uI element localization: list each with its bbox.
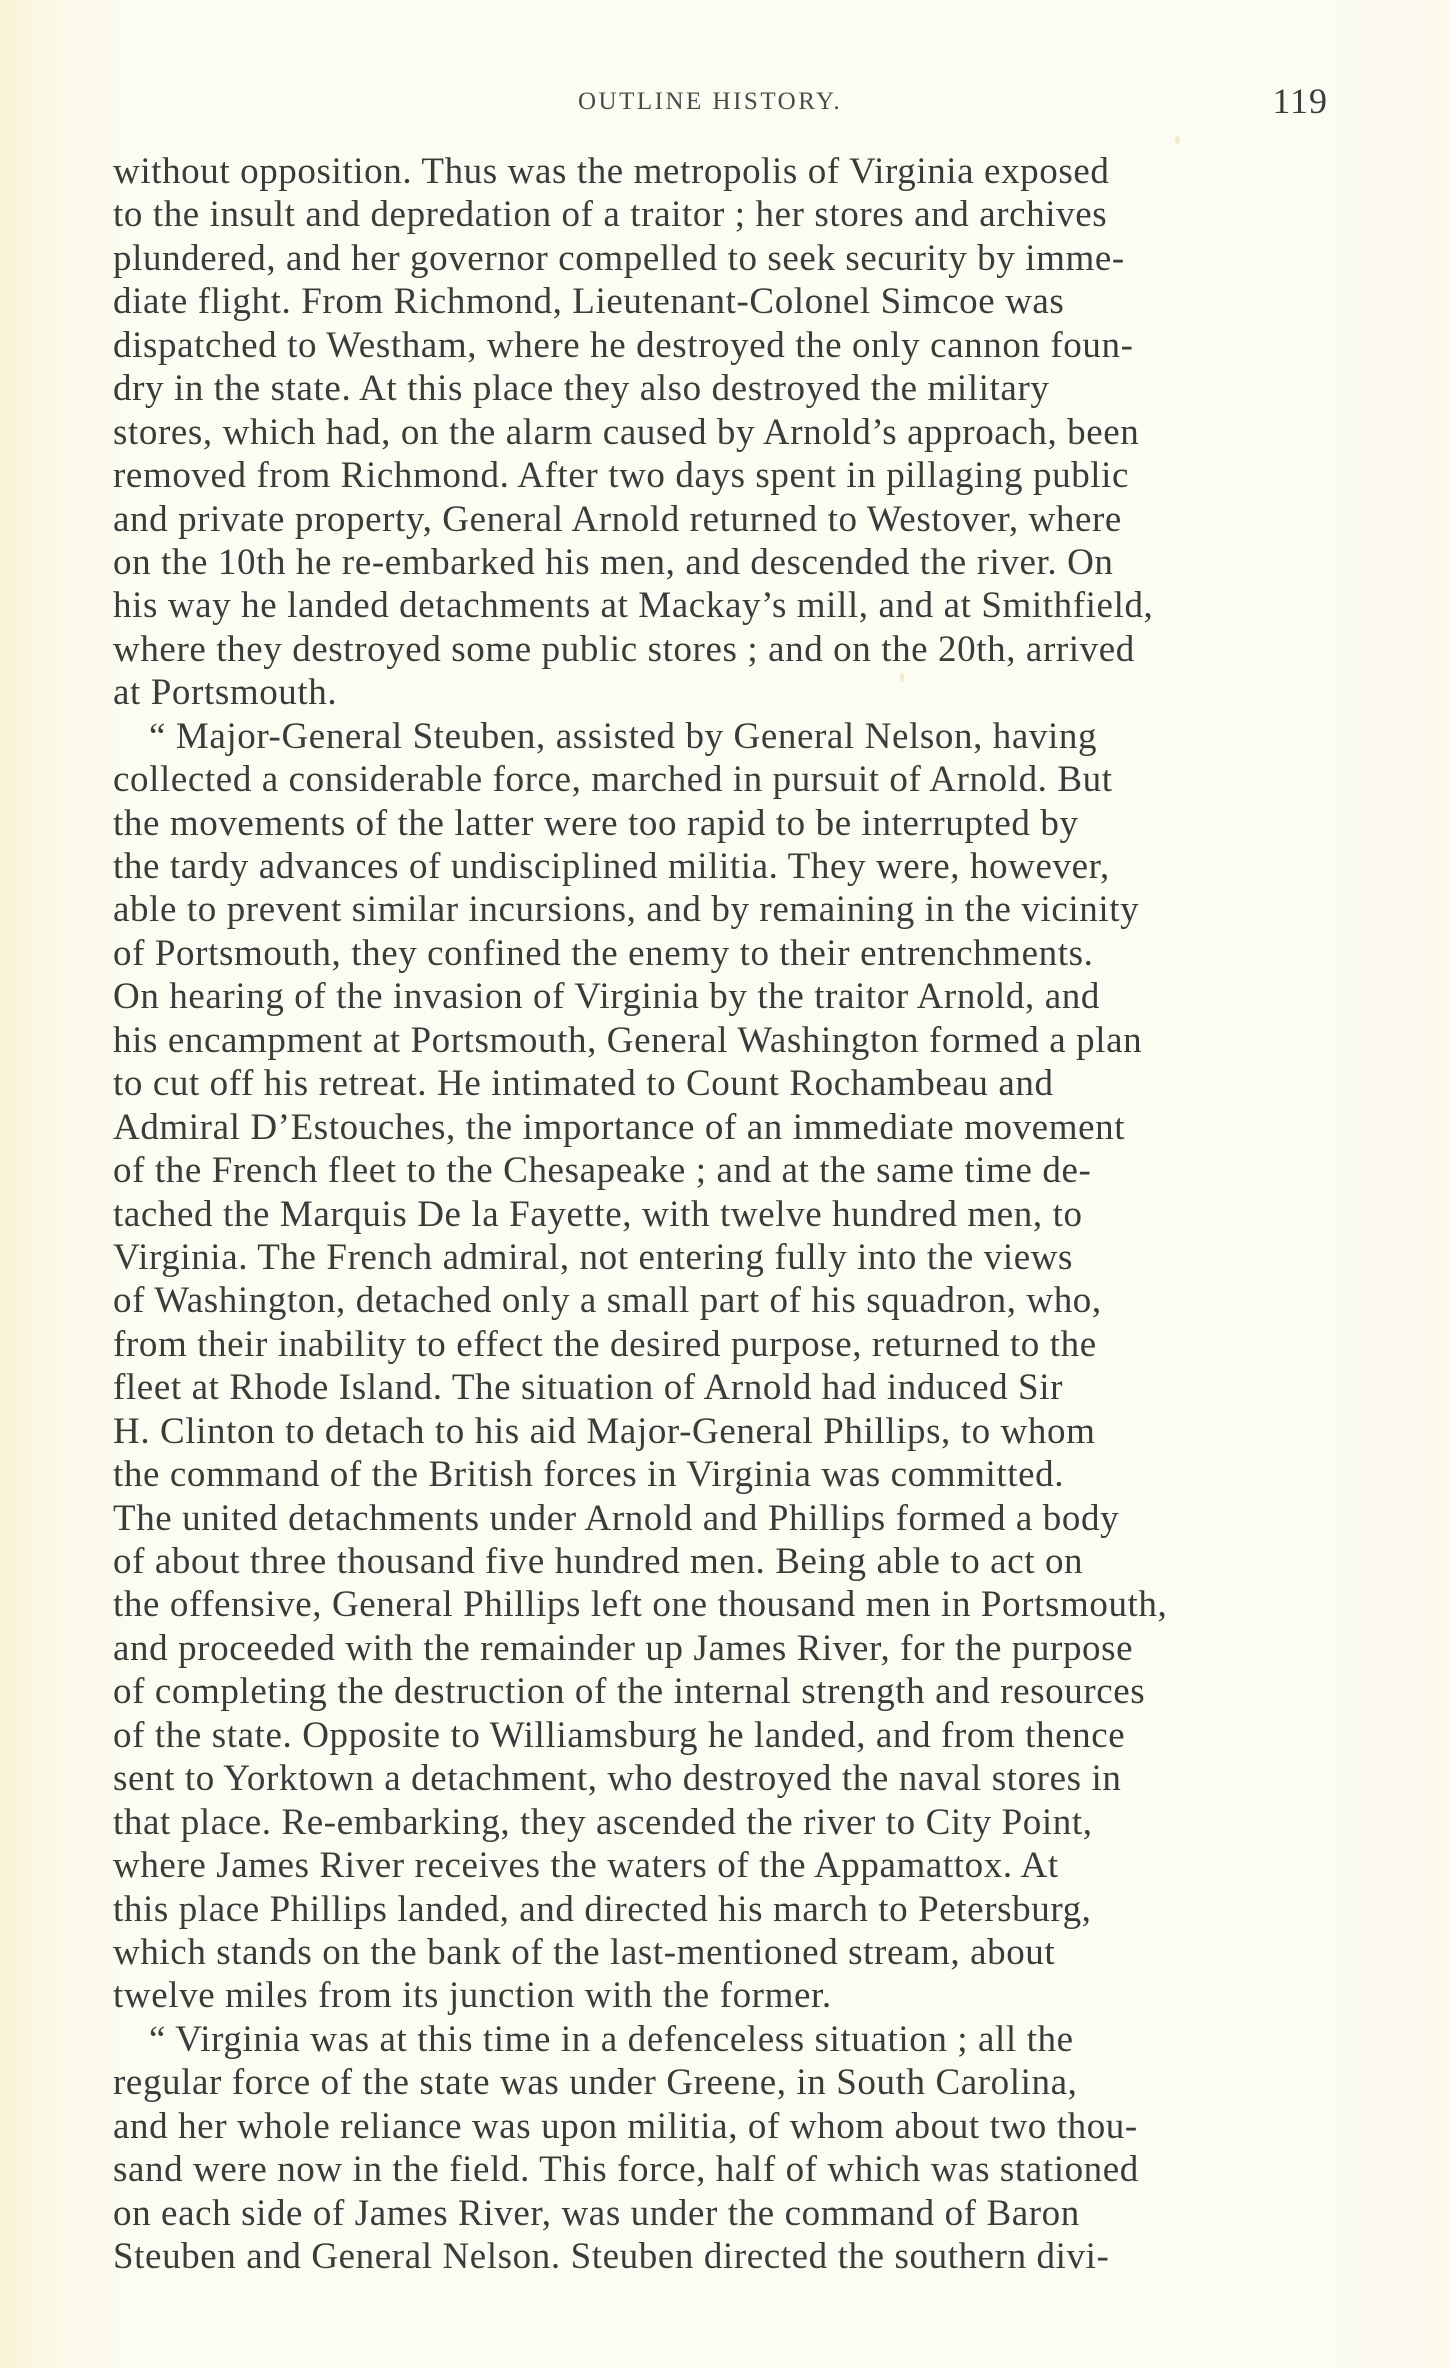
paper-stain xyxy=(1175,136,1180,144)
text-line: regular force of the state was under Greene, in South Carolina, xyxy=(113,2062,1078,2104)
text-line: that place. Re-embarking, they ascended the river to City Point, xyxy=(113,1801,1093,1843)
text-line: the offensive, General Phillips left one thousand men in Portsmouth, xyxy=(113,1584,1168,1626)
text-line: where James River receives the waters of the Appamattox. At xyxy=(113,1845,1059,1887)
text-line: which stands on the bank of the last-mentioned stream, about xyxy=(113,1931,1056,1973)
text-line: diate flight. From Richmond, Lieutenant-Colonel Simcoe was xyxy=(113,281,1065,323)
text-line: the tardy advances of undisciplined militia. They were, however, xyxy=(113,846,1110,887)
text-line: stores, which had, on the alarm caused by Arnold’s approach, been xyxy=(113,411,1140,453)
text-line: of about three thousand five hundred men. Being able to act on xyxy=(113,1541,1084,1582)
text-line: to the insult and depredation of a traitor ; her stores and archives xyxy=(113,194,1108,236)
text-line: on each side of James River, was under the command of Baron xyxy=(113,2192,1080,2234)
text-line: at Portsmouth. xyxy=(113,672,338,714)
text-line: the command of the British forces in Virginia was committed. xyxy=(113,1454,1065,1496)
text-line: H. Clinton to detach to his aid Major-General Phillips, to whom xyxy=(113,1410,1096,1452)
text-line: sent to Yorktown a detachment, who destroyed the naval stores in xyxy=(113,1758,1122,1800)
text-line: sand were now in the field. This force, half of which was stationed xyxy=(113,2149,1139,2191)
text-line: removed from Richmond. After two days spent in pillaging public xyxy=(113,455,1130,497)
text-line: from their inability to effect the desired purpose, returned to the xyxy=(113,1323,1097,1365)
text-line: dispatched to Westham, where he destroyed the only cannon foun- xyxy=(113,324,1134,366)
text-line: plundered, and her governor compelled to seek security by imme- xyxy=(113,237,1125,279)
text-line: On hearing of the invasion of Virginia by the traitor Arnold, and xyxy=(113,976,1100,1018)
text-line: The united detachments under Arnold and Phillips formed a body xyxy=(113,1497,1120,1539)
text-line: of completing the destruction of the internal strength and resources xyxy=(113,1671,1146,1713)
text-line: tached the Marquis De la Fayette, with twelve hundred men, to xyxy=(113,1193,1083,1235)
text-line: of the French fleet to the Chesapeake ; and at the same time de- xyxy=(113,1150,1092,1192)
text-line: where they destroyed some public stores ; and on the 20th, arrived xyxy=(113,628,1135,670)
text-line: on the 10th he re-embarked his men, and descended the river. On xyxy=(113,541,1114,583)
text-line: twelve miles from its junction with the former. xyxy=(113,1975,832,2017)
text-line: this place Phillips landed, and directed his march to Petersburg, xyxy=(113,1888,1092,1930)
text-line: and her whole reliance was upon militia, of whom about two thou- xyxy=(113,2105,1138,2147)
text-line: Steuben and General Nelson. Steuben directed the southern divi- xyxy=(113,2236,1110,2277)
text-line: of Portsmouth, they confined the enemy to their entrenchments. xyxy=(113,932,1094,974)
text-line: fleet at Rhode Island. The situation of Arnold had induced Sir xyxy=(113,1367,1064,1409)
text-line: Admiral D’Estouches, the importance of an immediate movement xyxy=(113,1106,1126,1148)
text-line: collected a considerable force, marched in pursuit of Arnold. But xyxy=(113,759,1113,801)
body-text xyxy=(113,150,1326,2278)
text-line: to cut off his retreat. He intimated to Count Rochambeau and xyxy=(113,1063,1054,1105)
text-line: of Washington, detached only a small part of his squadron, who, xyxy=(113,1280,1102,1322)
text-line: dry in the state. At this place they also destroyed the military xyxy=(113,368,1050,410)
text-line: and proceeded with the remainder up James River, for the purpose xyxy=(113,1627,1134,1669)
running-title: OUTLINE HISTORY. xyxy=(578,88,843,115)
text-line: his encampment at Portsmouth, General Washington formed a plan xyxy=(113,1019,1143,1061)
text-line: “ Virginia was at this time in a defenceless situation ; all the xyxy=(149,2018,1074,2060)
text-line: Virginia. The French admiral, not entering fully into the views xyxy=(113,1236,1074,1278)
text-line: of the state. Opposite to Williamsburg he landed, and from thence xyxy=(113,1714,1126,1756)
running-head xyxy=(113,81,1328,124)
page-number: 119 xyxy=(1272,81,1328,121)
text-line: able to prevent similar incursions, and by remaining in the vicinity xyxy=(113,889,1140,931)
text-line: the movements of the latter were too rapid to be interrupted by xyxy=(113,802,1079,844)
text-line: his way he landed detachments at Mackay’s mill, and at Smithfield, xyxy=(113,585,1154,627)
text-line: “ Major-General Steuben, assisted by General Nelson, having xyxy=(149,715,1098,757)
text-line: and private property, General Arnold returned to Westover, where xyxy=(113,498,1122,540)
text-line: without opposition. Thus was the metropolis of Virginia exposed xyxy=(113,151,1110,192)
